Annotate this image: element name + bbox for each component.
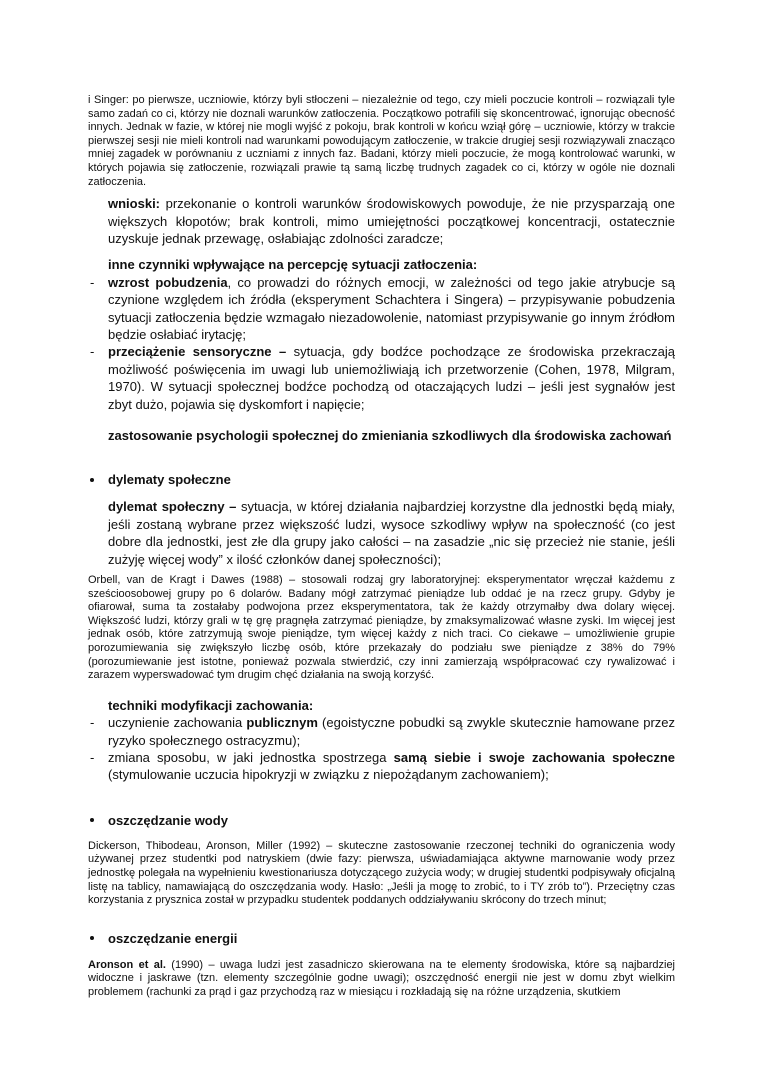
wnioski-label: wnioski: [108,196,161,212]
paragraph-wnioski [108,195,675,247]
bullet-text: dylematy społeczne [108,472,231,488]
techniki-heading: techniki modyfikacji zachowania: [108,697,314,713]
paragraph-singer: i Singer: po pierwsze, uczniowie, którzy byli stłoczeni – niezależnie od tego, czy mieli poczucie kontroli – rozwiązali tyle samo zadań co ci, którzy nie doznali warunków zatłoczenia. Początkowo potrafili się skoncentrować, ignorując obecność innych. Jednak w fazie, w której nie mogli wyjść z pokoju, brak kontroli w końcu wziął górę – uczniowie, którzy w trakcie pierwszej sesji nie mieli kontroli nad warunkami powodującym zatłoczenie, w trakcie drugiej sesji rozwiązywali znacząco mniej zagadek w porównaniu z uczniami z innych faz. Badani, którzy mieli poczucie, że mogą kontrolować warunki, w których pojawia się zatłoczenie, rozwiązali prawie tą samą liczbę trudnych zagadek co ci, którzy w ogóle nie doznali zatłoczenia. [88,94,675,188]
term: Aronson et al. [88,958,166,971]
definition: sytuacja, w której działania najbardziej korzystne dla jednostki będą miały, jeśli zostaną wybrane przez większość ludzi, wysoce szkodliwy wpływ na społeczność (co jest dobre dla jednostki, jest złe dla grupy jako całości – na zasadzie „nic się przecież nie stanie, jeśli zużyję więcej wody” x ilość członków danej społeczności); [108,499,675,567]
paragraph-aronson [88,959,675,1000]
bullet-icon [90,478,94,482]
item-text: , co prowadzi do różnych emocji, w zależności od tego jakie atrybucje są czynione względem ich źródła (eksperyment Schachtera i Singera) – przypisywanie pobudzenia sytuacji zatłoczenia będzie wzmagało niezadowolenie, natomiast przypisywanie go innym źródłom będzie osłabiać irytację; [108,274,675,342]
item-text: sytuacja, gdy bodźce pochodzące ze środowiska przekraczają możliwość poświęcenia im uwagi lub uniemożliwiają ich przetworzenie (Cohen, 1978, Milgram, 1970). W sytuacji społecznej bodźce pochodzą od otaczających ludzi – jeśli jest sygnałów jest zbyt dużo, pojawia się dyskomfort i napięcie; [108,344,675,412]
wnioski-text: przekonanie o kontroli warunków środowiskowych powoduje, że nie przysparzają one większych kłopotów; brak kontroli, mimo umiejętności początkowej koncentracji, ostatecznie uzyskuje jednak przewagę, osłabiając zdolności zaradcze; [108,196,675,246]
list-item [88,343,675,413]
list-item: - uczynienie zachowania publicznym (egoistyczne pobudki są zwykle skutecznie hamowane przez ryzyko społecznego ostracyzmu); [88,714,675,749]
section-techniki [108,697,675,784]
zastosowanie-heading [108,427,675,444]
bullet-icon [90,936,94,940]
bullet-woda [88,812,675,829]
paragraph-orbell: Orbell, van de Kragt i Dawes (1988) – stosowali rodzaj gry laboratoryjnej: eksperymentator wręczał każdemu z sześcioosobowej grupy po 6 dolarów. Badany mógł zatrzymać pieniądze lub oddać je na rzecz grupy. Gdyby je ofiarował, suma ta zostałaby podwojona przez eksperymentatora, tak że każdy otrzymałby dwa dolary więcej. Większość ludzi, którzy grali w tę grę pragnęła zatrzymać pieniądze, by zmaksymalizować własne zyski. Im więcej jest jednak osób, które zatrzymują swoje pieniądze, tym więcej każdy z nich traci. Co ciekawe – umożliwienie grupie porozumiewania się zwiększyło liczbę osób, które przekazały do podziału swe pieniądze z 38% do 79% (porozumiewanie jest istotne, ponieważ pozwala stwierdzić, czy inni zamierzają współpracować czy rywalizować i zarazem wyperswadować tym drugim chęć działania na swoją korzyść. [88,574,675,682]
paragraph-text: (1990) – uwaga ludzi jest zasadniczo skierowana na te elementy środowiska, które są najbardziej widoczne i jaskrawe (tzn. elementy szczególnie godne uwagi); oszczędność energii nie jest w domu zbyt wielkim problemem (rachunki za prąd i gaz przychodzą raz w miesiącu i rozkładają się na różne urządzenia, skutkiem [88,958,676,998]
term: dylemat społeczny – [108,499,237,515]
bullet-text: oszczędzanie wody [108,812,228,828]
list-item: - zmiana sposobu, w jaki jednostka spostrzega samą siebie i swoje zachowania społeczne (stymulowanie uczucia hipokryzji w związku z niepożądanym zachowaniem); [88,749,675,784]
czynniki-heading: inne czynniki wpływające na percepcję sytuacji zatłoczenia: [108,257,478,273]
bullet-dylematy [88,471,675,488]
heading-text: zastosowanie psychologii społecznej do zmieniania szkodliwych dla środowiska zachowań [108,428,672,444]
paragraph-dickerson: Dickerson, Thibodeau, Aronson, Miller (1992) – skuteczne zastosowanie rzeczonej techniki do ograniczenia wody używanej przez studentki pod natryskiem (dwie fazy: pierwsza, uświadamiająca aktywne marnowanie wody przez jednostkę polegała na wypełnieniu kwestionariusza dotyczącego zużycia wody; w drugiej studentki podpisywały oficjalną listę na tablicy, namawiającą do oszczędzania wody. Hasło: „Jeśli ja mogę to zrobić, to i TY zrób to”). Przeciętny czas korzystania z prysznica został w przypadku studentek poddanych oddziaływaniu skrócony do trzech minut; [88,839,675,907]
bullet-text: oszczędzanie energii [108,930,238,946]
section-czynniki [108,256,675,413]
bullet-icon [90,818,94,822]
bullet-energia [88,930,675,947]
term: wzrost pobudzenia [108,274,228,290]
list-item [88,274,675,344]
paragraph-dylemat [108,498,675,568]
term: przeciążenie sensoryczne – [108,344,287,360]
